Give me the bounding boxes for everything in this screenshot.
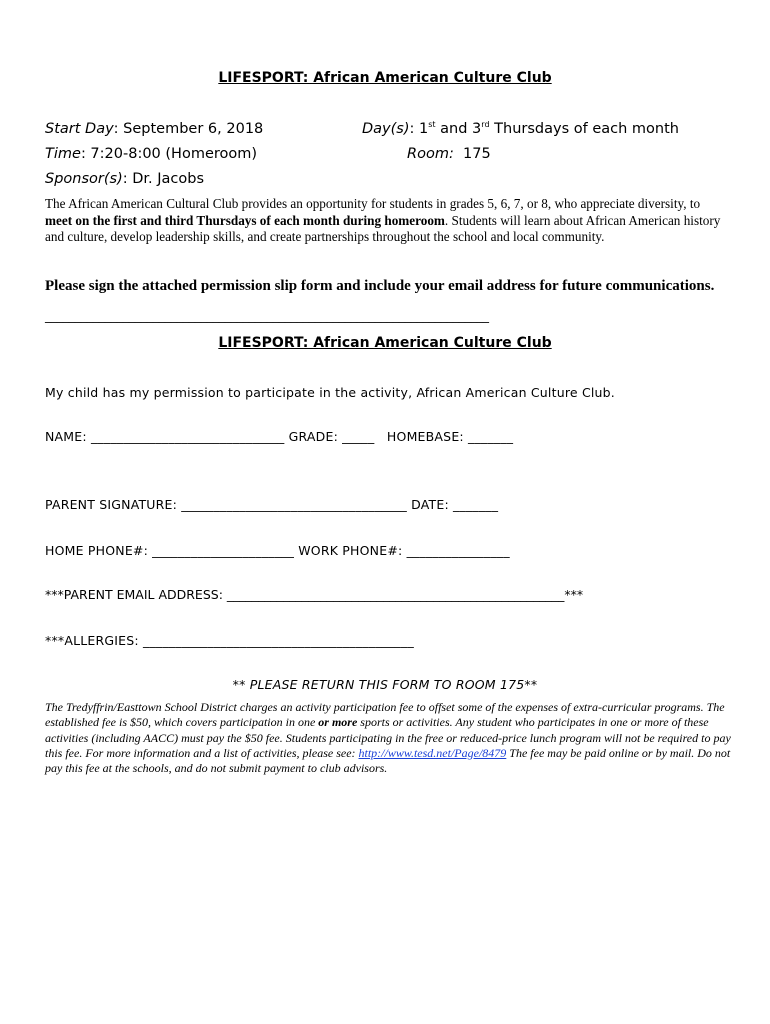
fee-text-1: The Tredyffrin/Easttown School District charges an activity participation fee to offset some of the expenses of extra-curricular programs. The established fee is $50, which covers participation in one (45, 700, 725, 730)
start-day-label: Start Day (45, 121, 114, 137)
slip-title: LIFESPORT: African American Culture Club (218, 335, 552, 351)
instruction: Please sign the attached permission slip form and include your email address for future communications. (45, 278, 715, 294)
days-sup2: rd (481, 120, 490, 130)
activities-link[interactable]: http://www.tesd.net/Page/8479 (358, 745, 507, 760)
days-sep: : 1 (409, 121, 429, 137)
sponsor-value: : Dr. Jacobs (122, 171, 205, 187)
return-note: ** PLEASE RETURN THIS FORM TO ROOM 175** (232, 677, 538, 692)
description-text-1: The African American Cultural Club provides an opportunity for students in grades 5, 6, 7, or 8, who appreciate diversity, to (45, 196, 701, 211)
name-grade-homebase-field[interactable]: NAME: ______________________________ GRADE: _____ HOMEBASE: _______ (45, 429, 514, 444)
meeting-time (45, 146, 257, 162)
days-label: Day(s) (362, 121, 410, 137)
page-title: LIFESPORT: African American Culture Club (218, 70, 552, 86)
phone-field[interactable]: HOME PHONE#: ______________________ WORK PHONE#: ________________ (45, 543, 510, 558)
start-day-value: : September 6, 2018 (113, 121, 264, 137)
club-description (45, 196, 725, 246)
sponsor (45, 171, 204, 187)
time-label: Time (45, 146, 81, 162)
parent-email-field[interactable]: ***PARENT EMAIL ADDRESS: ______________________________________________________*** (45, 587, 584, 602)
meeting-days (362, 121, 679, 137)
room-label: Room: (407, 146, 454, 162)
description-bold: meet on the first and third Thursdays of each month during homeroom (45, 212, 445, 228)
permission-statement: My child has my permission to participate in the activity, African American Culture Club. (45, 385, 615, 400)
allergies-field[interactable]: ***ALLERGIES: __________________________________________ (45, 633, 414, 648)
start-day (45, 121, 263, 137)
days-sup1: st (428, 120, 436, 130)
time-value: : 7:20-8:00 (Homeroom) (80, 146, 258, 162)
parent-signature-field[interactable]: PARENT SIGNATURE: ___________________________________ DATE: _______ (45, 497, 499, 512)
fee-text-3: The fee may be paid online or by mail. Do not pay this fee at the schools, and do not submit payment to club advisors. (45, 745, 731, 776)
days-rest: Thursdays of each month (489, 121, 679, 137)
fee-text-2: sports or activities. Any student who participates in one or more of these activities (including AACC) must pay the $50 fee. Students participating in the free or reduced-price lunch program will not be required to pay this fee. For more information and a list of activities, please see: (45, 715, 731, 760)
description-text-2: . Students will learn about African American history and culture, develop leadership skills, and create partnerships throughout the school and local community. (45, 212, 721, 244)
sponsor-label: Sponsor(s) (45, 171, 123, 187)
fee-notice (45, 700, 735, 776)
room (407, 146, 491, 162)
days-and: and 3 (435, 121, 482, 137)
cut-line: __________________________________________________________________________ (45, 309, 489, 323)
room-value: 175 (453, 146, 491, 162)
fee-bold: or more (318, 715, 358, 730)
